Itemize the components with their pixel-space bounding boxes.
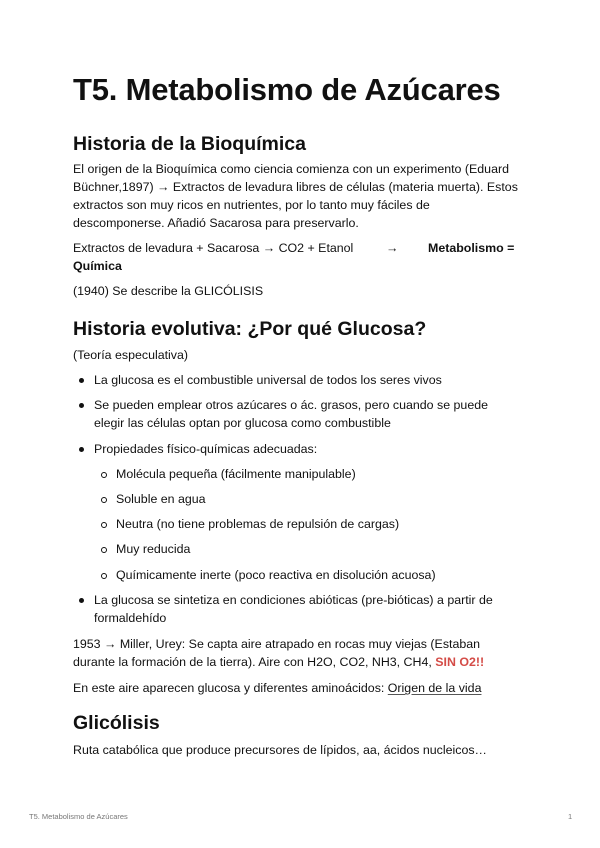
section-heading-historia-evolutiva: Historia evolutiva: ¿Por qué Glucosa? — [73, 318, 427, 340]
reaction-bold-metabolismo: Metabolismo = — [428, 241, 515, 255]
paragraph-line — [73, 653, 525, 671]
section-heading-glicolisis: Glicólisis — [73, 712, 160, 734]
list-item-line: Se pueden emplear otros azúcares o ác. grasos, pero cuando se puede — [94, 398, 489, 412]
bullet-icon — [79, 403, 84, 408]
section-heading-historia-bioquimica: Historia de la Bioquímica — [73, 133, 306, 155]
paragraph-line: descomponerse. Añadió Sacarosa para preservarlo. — [73, 216, 359, 230]
reaction-equation: Extractos de levadura + Sacarosa → CO2 + Etanol — [73, 241, 354, 255]
origin-text: En este aire aparecen glucosa y diferentes aminoácidos: — [73, 681, 385, 695]
sub-bullet-icon — [101, 497, 107, 503]
sub-list-item: Químicamente inerte (poco reactiva en disolución acuosa) — [116, 568, 436, 582]
sub-list-item: Molécula pequeña (fácilmente manipulable) — [116, 467, 356, 481]
reaction-bold-quimica: Química — [73, 259, 122, 273]
arrow-icon: → — [386, 241, 399, 255]
sub-list-item: Neutra (no tiene problemas de repulsión de cargas) — [116, 517, 400, 531]
sub-bullet-icon — [101, 472, 107, 478]
sub-bullet-icon — [101, 547, 107, 553]
sub-list-item: Soluble en agua — [116, 492, 206, 506]
paragraph-glicolisis: Ruta catabólica que produce precursores de lípidos, aa, ácidos nucleicos… — [73, 743, 487, 757]
list-item: La glucosa es el combustible universal de todos los seres vivos — [94, 373, 442, 387]
sub-bullet-icon — [101, 522, 107, 528]
bullet-icon — [79, 378, 84, 383]
paragraph-glicolisis-1940: (1940) Se describe la GLICÓLISIS — [73, 284, 264, 298]
sub-list-item: Muy reducida — [116, 542, 191, 556]
footer-page-number: 1 — [568, 812, 573, 821]
paragraph-line: El origen de la Bioquímica como ciencia comienza con un experimento (Eduard — [73, 162, 509, 176]
paragraph-reaction — [73, 239, 525, 275]
list-item-line: La glucosa se sintetiza en condiciones abióticas (pre-bióticas) a partir de — [94, 593, 493, 607]
paragraph-teoria-especulativa: (Teoría especulativa) — [73, 348, 189, 362]
paragraph-line: Büchner,1897) → Extractos de levadura libres de células (materia muerta). Estos — [73, 180, 518, 194]
list-item-line: elegir las células optan por glucosa como combustible — [94, 416, 391, 430]
bullet-icon — [79, 598, 84, 603]
paragraph-origen — [73, 679, 525, 697]
footer-title: T5. Metabolismo de Azúcares — [29, 812, 128, 821]
origen-de-la-vida-link[interactable]: Origen de la vida — [387, 681, 482, 695]
sub-bullet-icon — [101, 573, 107, 579]
list-item — [94, 591, 493, 627]
paragraph-line: extractos son muy ricos en nutrientes, por lo tanto muy fáciles de — [73, 198, 430, 212]
list-item-line: formaldehído — [94, 611, 167, 625]
list-item: Propiedades físico-químicas adecuadas: — [94, 442, 318, 456]
paragraph-line: 1953 → Miller, Urey: Se capta aire atrapado en rocas muy viejas (Estaban — [73, 637, 481, 651]
page-title: T5. Metabolismo de Azúcares — [73, 72, 501, 107]
paragraph-origen-bioquimica — [73, 160, 525, 232]
list-item — [94, 396, 488, 432]
paragraph-miller-urey — [73, 635, 525, 671]
sin-o2-highlight: SIN O2!! — [435, 655, 485, 669]
bullet-icon — [79, 447, 84, 452]
miller-text: durante la formación de la tierra). Aire con H2O, CO2, NH3, CH4, — [73, 655, 432, 669]
